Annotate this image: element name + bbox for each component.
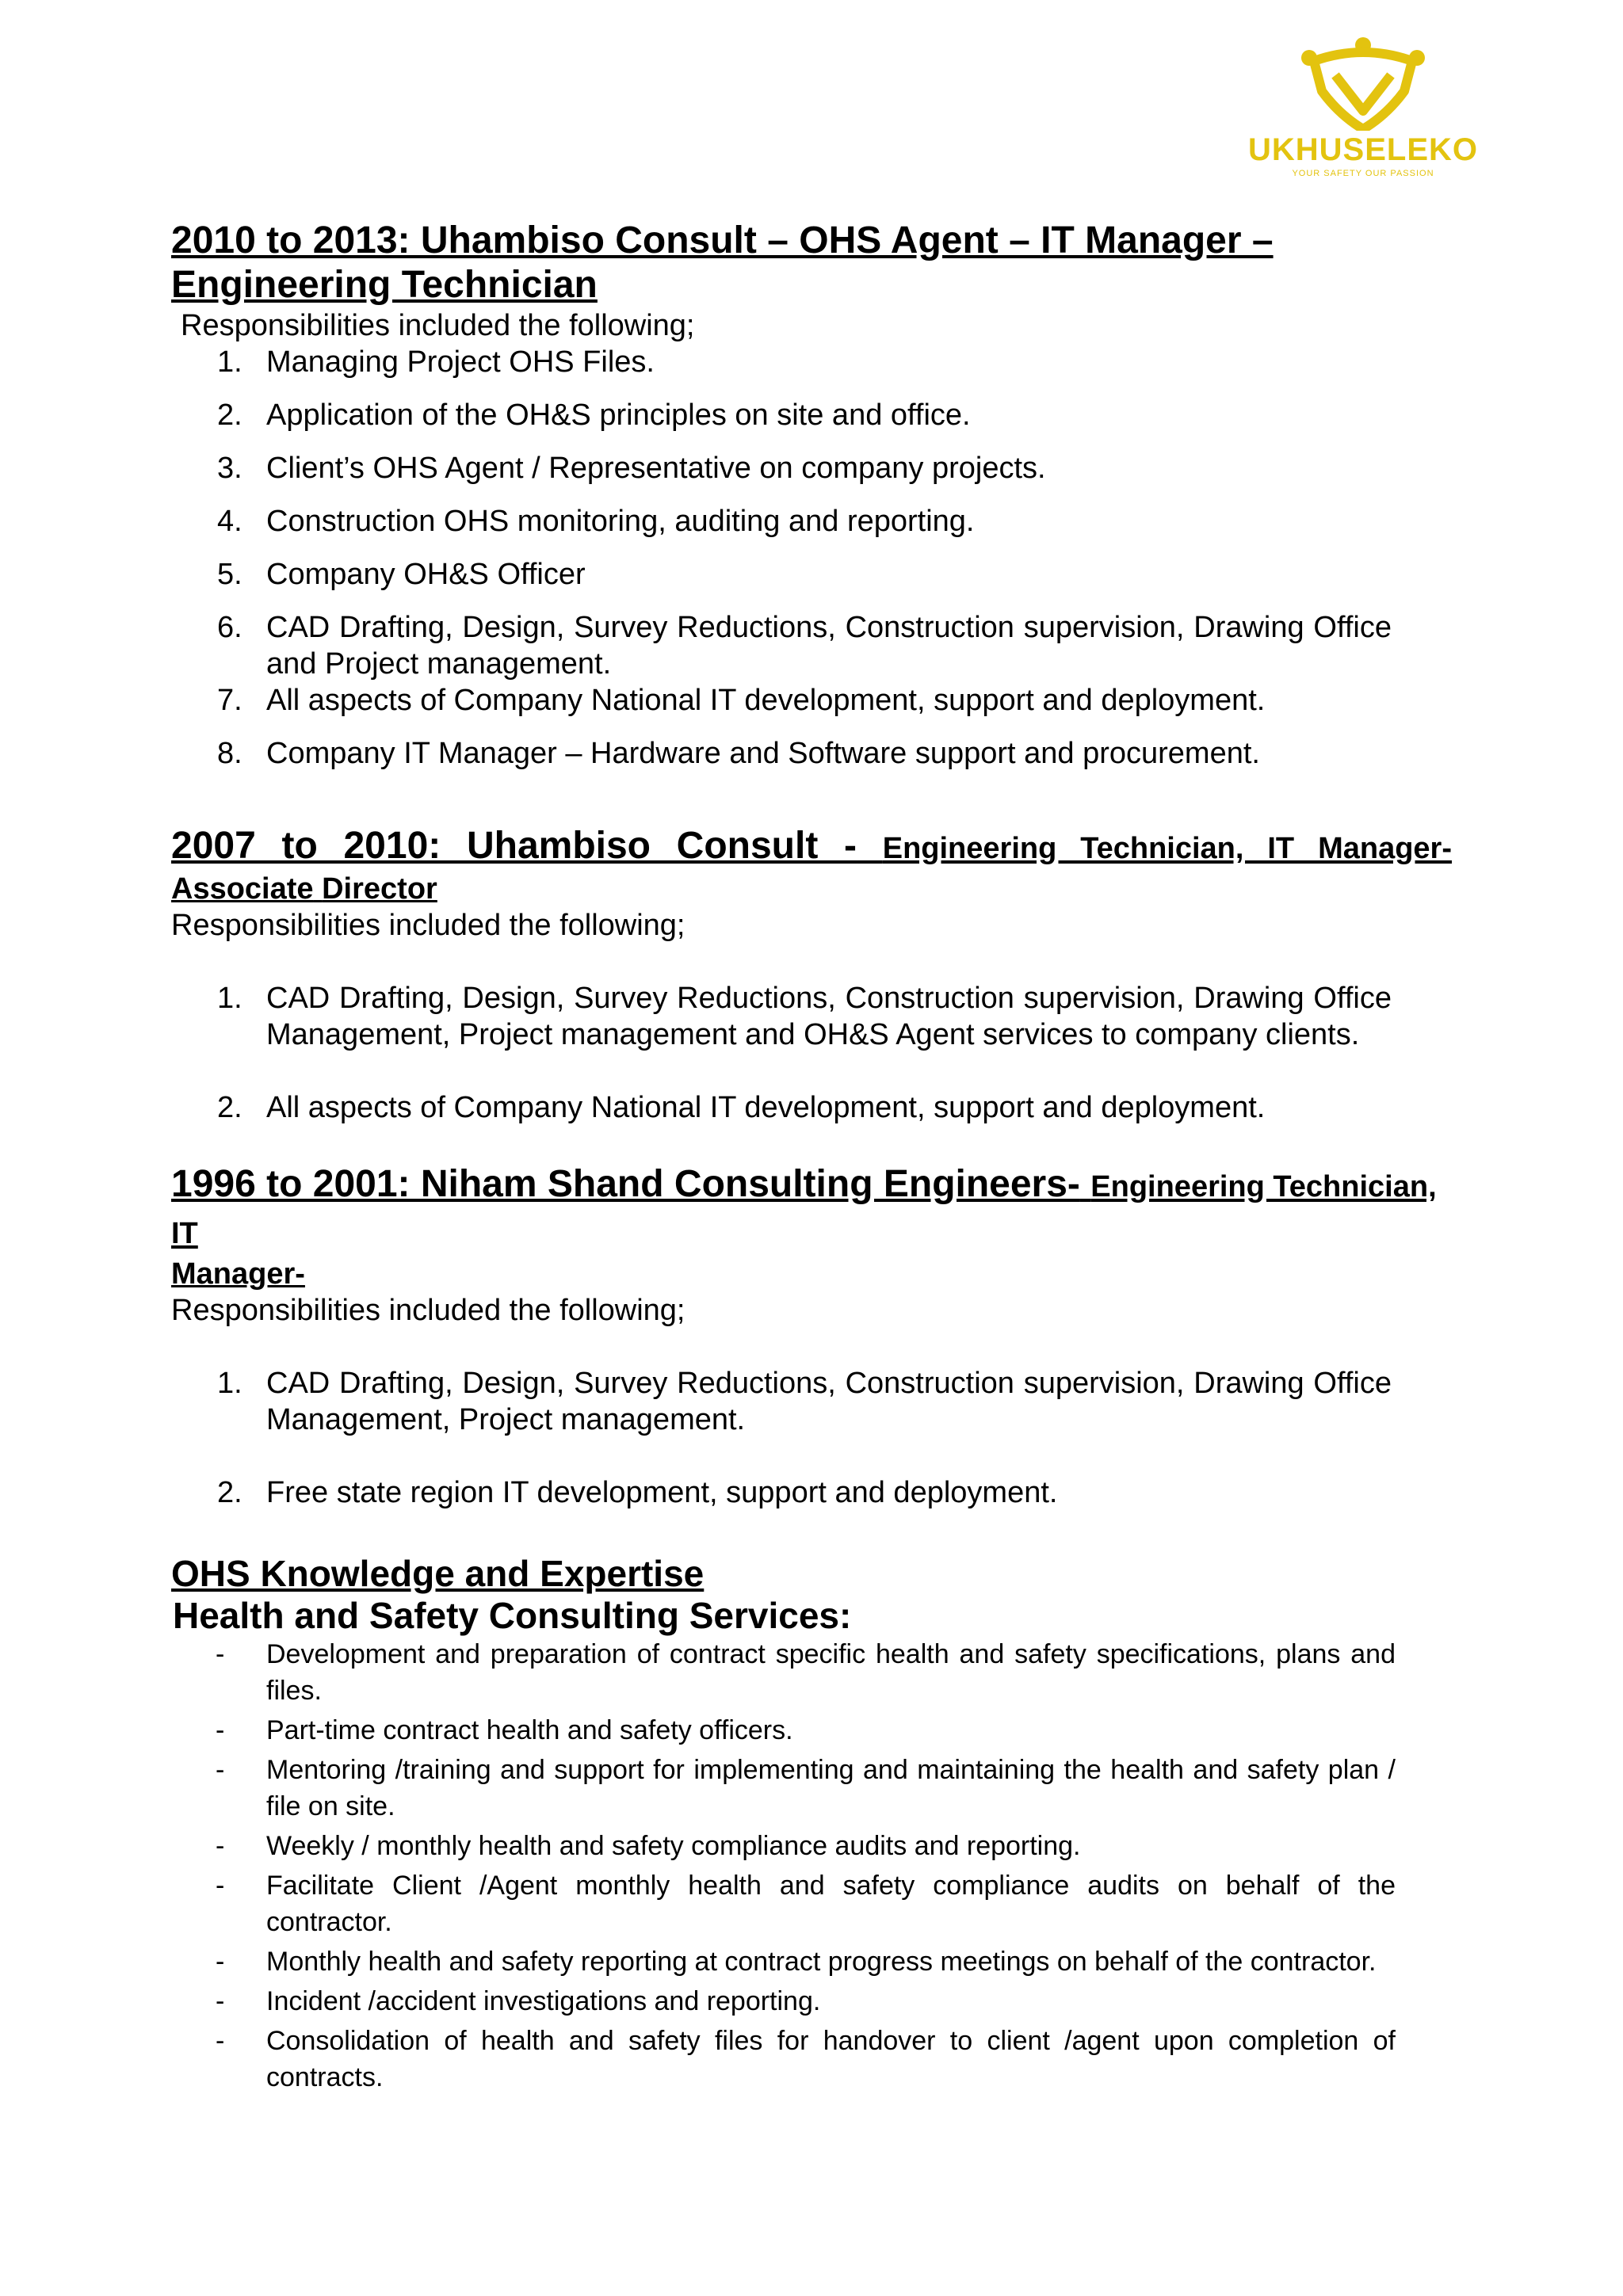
job-heading-continuation: Manager- [171,1257,305,1291]
list-item: - Weekly / monthly health and safety compliance audits and reporting. [216,1831,1081,1861]
responsibilities-intro: Responsibilities included the following; [171,1294,685,1327]
list-item: 1. CAD Drafting, Design, Survey Reductions, Construction supervision, Drawing Office Management, Project management and OH&S Agent services to company clients. [217,982,1392,1051]
list-item: 2. Application of the OH&S principles on site and office. [217,399,971,432]
list-item: - Part-time contract health and safety officers. [216,1715,793,1745]
responsibilities-intro: Responsibilities included the following; [171,909,685,942]
list-item: 8. Company IT Manager – Hardware and Software support and procurement. [217,737,1260,770]
company-logo [1244,36,1482,194]
list-item: - Development and preparation of contract specific health and safety specifications, plans and files. [216,1639,1396,1706]
responsibilities-list [171,1365,1452,1511]
logo-wordmark: UKHUSELEKO [1247,132,1479,167]
ohs-heading: OHS Knowledge and Expertise [171,1553,705,1594]
job-heading-continuation: Associate Director [171,872,437,906]
list-item: 2. Free state region IT development, support and deployment. [217,1476,1058,1509]
services-list [171,1636,1452,2096]
job-heading-2010-2013: 2010 to 2013: Uhambiso Consult – OHS Agent – IT Manager –Engineering Technician [171,219,1274,306]
shield-emblem-icon [1300,36,1426,131]
list-item: 1. CAD Drafting, Design, Survey Reductions, Construction supervision, Drawing Office Management, Project management. [217,1367,1392,1436]
list-item: - Consolidation of health and safety files for handover to client /agent upon completion of contracts. [216,2026,1396,2092]
list-item: 6. CAD Drafting, Design, Survey Reductions, Construction supervision, Drawing Office and Project management. [217,611,1392,681]
responsibilities-list [171,980,1452,1126]
list-item: - Incident /accident investigations and reporting. [216,1986,821,2016]
list-item: 3. Client’s OHS Agent / Representative on company projects. [217,452,1046,485]
responsibilities-list [171,344,1452,772]
responsibilities-intro: Responsibilities included the following; [181,309,695,342]
list-item: - Facilitate Client /Agent monthly health and safety compliance audits on behalf of the contractor. [216,1871,1396,1937]
list-item: - Mentoring /training and support for implementing and maintaining the health and safety plan / file on site. [216,1755,1396,1821]
list-item: - Monthly health and safety reporting at contract progress meetings on behalf of the contractor. [216,1947,1377,1977]
list-item: 2. All aspects of Company National IT development, support and deployment. [217,1091,1266,1124]
list-item: 5. Company OH&S Officer [217,558,586,591]
logo-tagline: YOUR SAFETY OUR PASSION [1292,169,1434,178]
job-heading-1996-2001: 1996 to 2001: Niham Shand Consulting Engineers- Engineering Technician, IT [171,1163,1437,1250]
consulting-services-heading: Health and Safety Consulting Services: [173,1595,852,1636]
list-item: 1. Managing Project OHS Files. [217,345,655,379]
list-item: 7. All aspects of Company National IT development, support and deployment. [217,684,1266,717]
job-heading-2007-2010: 2007 to 2010: Uhambiso Consult - Engineering Technician, IT Manager- [171,825,1452,867]
document-body [171,219,1452,2099]
list-item: 4. Construction OHS monitoring, auditing and reporting. [217,505,975,538]
